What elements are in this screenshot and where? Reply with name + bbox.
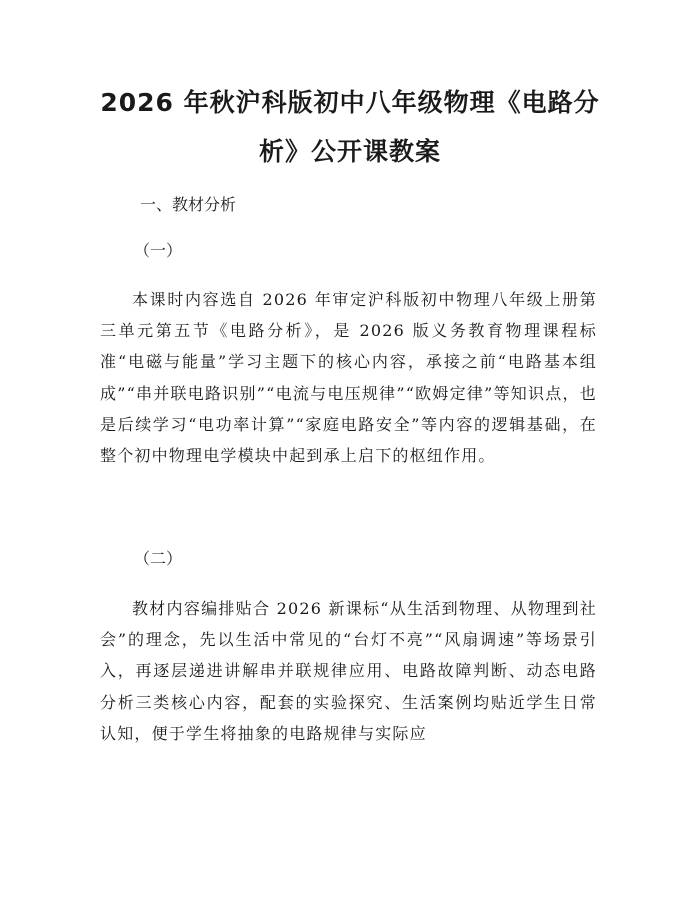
subsection-paragraph-1: 本课时内容选自 2026 年审定沪科版初中物理八年级上册第三单元第五节《电路分析》，是 2026 版义务教育物理课程标准“电磁与能量”学习主题下的核心内容，承接之前“电路基本组成”“串并联电路识别”“电流与电压规律”“欧姆定律”等知识点，也是后续学习“电功率计算”“家庭电路安全”等内容的逻辑基础，在整个初中物理电学模块中起到承上启下的枢纽作用。 [100,290,597,466]
section-heading: 一、教材分析 [140,195,237,214]
subsection-label-1: （一） [134,241,183,260]
document-title: 2026 年秋沪科版初中八年级物理《电路分析》公开课教案 [100,88,600,166]
subsection-label-2: （二） [134,549,183,568]
subsection-paragraph-2: 教材内容编排贴合 2026 新课标“从生活到物理、从物理到社会”的理念，先以生活中常见的“台灯不亮”“风扇调速”等场景引入，再逐层递进讲解串并联规律应用、电路故障判断、动态电路分析三类核心内容，配套的实验探究、生活案例均贴近学生日常认知，便于学生将抽象的电路规律与实际应 [100,599,597,743]
